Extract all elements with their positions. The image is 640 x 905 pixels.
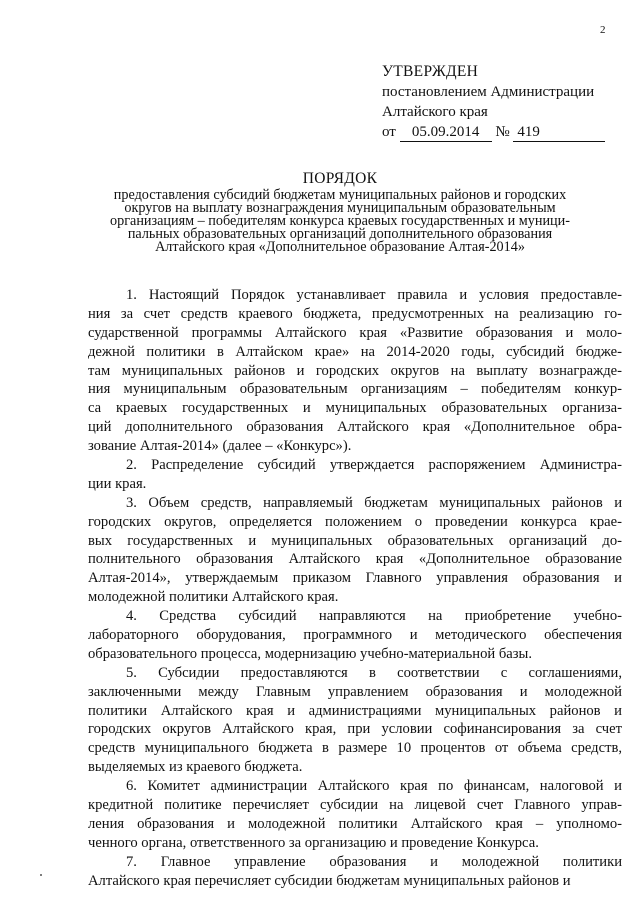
approval-date: 05.09.2014 [400, 124, 492, 142]
paragraph-line: ченного органа, ответственного за организацию и проведение Конкурса. [88, 834, 539, 851]
paragraph-5 [88, 664, 622, 777]
paragraph-line: ции края. [88, 475, 147, 492]
paragraph-line: кредитной политике перечисляет субсидии на лицевой счет Главного управ- [88, 797, 622, 814]
paragraph-line: заключенными между Главным управлением образования и молодежной [88, 683, 622, 700]
paragraph-line: 6. Комитет администрации Алтайского края по финансам, налоговой и [126, 778, 622, 795]
paragraph-6 [88, 777, 622, 853]
scan-mark [40, 874, 42, 876]
approval-number: 419 [513, 124, 605, 142]
approval-line-1: постановлением Администрации [382, 84, 595, 100]
paragraph-line: сударственной программы Алтайского края «Развитие образования и моло- [88, 324, 622, 341]
subtitle-line: пальных образовательных организаций дополнительного образования [127, 226, 553, 242]
paragraph-line: Алтая-2014», утверждаемым приказом Главного управления образования и [88, 570, 622, 587]
paragraph-line: выделяемых из краевого бюджета. [88, 759, 303, 776]
paragraph-line: образовательного процесса, модернизацию учебно-материальной базы. [88, 645, 532, 662]
page-number: 2 [600, 24, 606, 36]
document-body [88, 286, 622, 891]
document-title: ПОРЯДОК [302, 170, 378, 187]
paragraph-line: ления образования и молодежной политики Алтайского края – уполномо- [88, 815, 622, 832]
paragraph-7 [88, 853, 622, 891]
subtitle-line: предоставления субсидий бюджетам муниципальных районов и городских [113, 187, 567, 203]
from-label: от [382, 124, 396, 140]
paragraph-line: 1. Настоящий Порядок устанавливает правила и условия предоставле- [126, 287, 622, 303]
approval-block [382, 62, 622, 142]
subtitle-line: округов на выплату вознаграждения муниципальным образовательным [124, 200, 556, 216]
paragraph-line: политики Алтайского края и администрациями муниципальных районов и [88, 702, 622, 719]
approval-date-line [382, 122, 622, 142]
paragraph-line: молодежной политики Алтайского края. [88, 589, 339, 606]
paragraph-line: 4. Средства субсидий направляются на приобретение учебно- [126, 608, 622, 625]
paragraph-line: вых государственных и муниципальных образовательных организаций до- [88, 532, 622, 549]
subtitle-line: организациям – победителям конкурса краевых государственных и муници- [110, 213, 570, 229]
paragraph-4 [88, 607, 622, 664]
document-heading [60, 170, 620, 254]
subtitle-line: Алтайского края «Дополнительное образование Алтая-2014» [155, 239, 525, 255]
paragraph-line: ния за счет средств краевого бюджета, предусмотренных на реализацию го- [88, 305, 622, 322]
paragraph-line: лабораторного оборудования, программного и методического обеспечения [88, 627, 622, 644]
paragraph-1 [88, 286, 622, 456]
paragraph-line: полнительного образования Алтайского края «Дополнительное образование [88, 551, 622, 568]
approval-line-2: Алтайского края [382, 104, 488, 120]
paragraph-line: са краевых государственных и муниципальных образовательных организа- [88, 400, 622, 417]
paragraph-line: ния муниципальным образовательным организациям – победителям конкур- [88, 381, 622, 398]
paragraph-line: ций дополнительного образования Алтайского края «Дополнительное обра- [88, 419, 622, 436]
paragraph-line: Алтайского края перечисляет субсидии бюджетам муниципальных районов и [88, 872, 571, 889]
paragraph-line: 2. Распределение субсидий утверждается распоряжением Администра- [126, 457, 622, 474]
approval-title: УТВЕРЖДЕН [382, 63, 479, 80]
paragraph-line: дежной политики в Алтайском крае» на 2014-2020 годы, субсидий бюдже- [88, 343, 622, 360]
paragraph-line: 7. Главное управление образования и молодежной политики [126, 853, 622, 870]
paragraph-line: городских округов, определяется положением о проведении конкурса крае- [88, 513, 622, 530]
paragraph-3 [88, 494, 622, 607]
paragraph-line: 5. Субсидии предоставляются в соответствии с соглашениями, [126, 664, 622, 681]
paragraph-line: 3. Объем средств, направляемый бюджетам муниципальных районов и [126, 494, 622, 511]
number-label: № [495, 124, 510, 140]
paragraph-line: там муниципальных районов и городских округов на выплату вознагражде- [88, 362, 622, 379]
paragraph-line: средств муниципального бюджета в размере 10 процентов от объема средств, [88, 740, 622, 757]
document-subtitle [60, 189, 620, 254]
paragraph-line: городских округов Алтайского края, при условии софинансирования за счет [88, 721, 622, 738]
paragraph-2 [88, 456, 622, 494]
paragraph-line: зование Алтая-2014» (далее – «Конкурс»). [88, 438, 352, 455]
